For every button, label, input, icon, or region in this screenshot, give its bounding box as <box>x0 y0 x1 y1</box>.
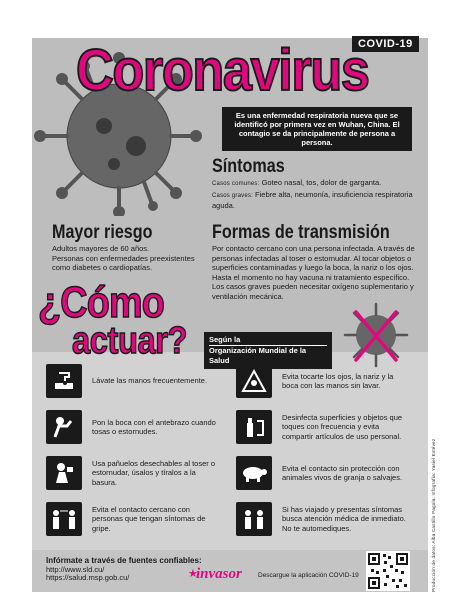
footer-info <box>46 557 202 583</box>
cough-elbow-icon <box>46 410 82 444</box>
footer-info-heading: Infórmate a través de fuentes confiables: <box>46 556 202 565</box>
sintomas-section <box>212 156 422 211</box>
riesgo-line2: Personas con enfermedades preexistentes como diabetes o cardiopatías. <box>52 253 195 272</box>
tip-right-4: Si has viajado y presentas síntomas busca atención médica de inmediato. No te automediques. <box>236 502 410 536</box>
sintomas-graves: Casos graves: Fiebre alta, neumonía, insuficiencia respiratoria aguda. <box>212 189 413 210</box>
tip-left-3: Usa pañuelos desechables al toser o estornudar, úsalos y tíralos a la basura. <box>46 456 220 490</box>
sintomas-heading: Síntomas <box>212 156 285 177</box>
handwash-icon <box>46 364 82 398</box>
app-download-text: Descargue la aplicación COVID-19 <box>258 572 359 579</box>
covid-tag: COVID-19 <box>352 36 419 52</box>
intro-text: Es una enfermedad respiratoria nueva que se identificó por primera vez en Wuhan, China. El contagio se da principalmente de persona a persona. <box>222 107 412 151</box>
tip-left-2: Pon la boca con el antebrazo cuando tosas o estornudes. <box>46 410 220 444</box>
crossed-virus-icon <box>336 300 416 370</box>
oms-name: Organización Mundial de la Salud <box>209 345 327 366</box>
tissue-icon <box>46 456 82 490</box>
tip-right-1: Evita tocarte los ojos, la nariz y la boca con las manos sin lavar. <box>236 364 410 398</box>
actuar-heading: actuar? <box>72 320 188 362</box>
footer-link-sld[interactable]: http://www.sld.cu/ <box>46 564 105 574</box>
qr-code-icon[interactable] <box>366 551 410 591</box>
footer-link-msp[interactable]: https://salud.msp.gob.cu/ <box>46 573 130 582</box>
como-heading: ¿Cómo <box>38 278 165 327</box>
page-title: Coronavirus <box>76 38 369 103</box>
tip-right-3: Evita el contacto sin protección con animales vivos de granja o salvajes. <box>236 456 410 490</box>
invasor-logo: invasor <box>196 566 242 582</box>
distance-icon <box>46 502 82 536</box>
disinfect-icon <box>236 410 272 444</box>
transmision-section <box>212 222 422 301</box>
tip-right-2: Desinfecta superficies y objetos que toques con frecuencia y evita compartir artículos de uso personal. <box>236 410 410 444</box>
riesgo-line1: Adultos mayores de 60 años. <box>52 244 150 253</box>
oms-segun: Según la <box>209 335 241 344</box>
pig-icon <box>236 456 272 490</box>
doctor-icon <box>236 502 272 536</box>
tip-left-1: Lávate las manos frecuentemente. <box>46 364 220 398</box>
sintomas-comunes: Casos comunes: Goteo nasal, tos, dolor de garganta. <box>212 178 382 187</box>
star-icon: ★ <box>188 568 198 580</box>
credits-text: Producción de datos: Alba Castillo Pagola. Infografía: Yasiel Estévez <box>431 438 436 592</box>
transmision-heading: Formas de transmisión <box>212 222 390 243</box>
transmision-text: Por contacto cercano con una persona infectada. A través de personas infectadas al toser o estornudar. Al tocar objetos o superficies contaminadas y luego la boca, la nariz o los ojos. Hasta el momento no hay vacuna ni tratamiento específico. Los casos graves pueden necesitar oxígeno suplementario y ventilación mecánica. <box>212 244 415 301</box>
tip-left-4: Evita el contacto cercano con personas que tengan síntomas de gripe. <box>46 502 220 536</box>
riesgo-section <box>52 222 202 273</box>
no-touch-face-icon <box>236 364 272 398</box>
riesgo-heading: Mayor riesgo <box>52 222 153 243</box>
